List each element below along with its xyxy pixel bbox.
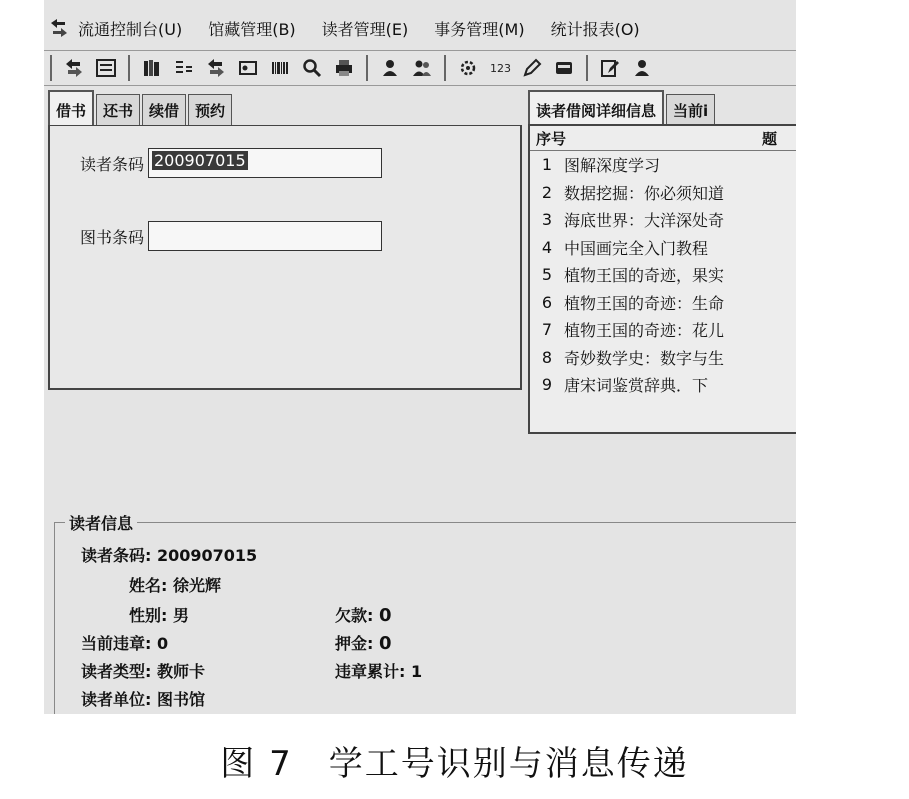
- reader-gender-value: 男: [172, 606, 189, 625]
- settings-icon[interactable]: [456, 56, 480, 80]
- reader-info-group: [54, 514, 796, 714]
- reader-total-violation-value: 1: [410, 662, 423, 681]
- list-item-title: 植物王国的奇迹：花儿: [564, 321, 725, 341]
- id-card-icon[interactable]: [236, 56, 260, 80]
- menu-reader[interactable]: 读者管理(E): [321, 19, 409, 39]
- reader-info-legend: 读者信息: [65, 511, 137, 534]
- menu-bar: [44, 12, 796, 44]
- borrow-detail-panel: [528, 90, 796, 436]
- list-item-title: 奇妙数学史：数字与生: [564, 348, 725, 368]
- reader-deposit-value: 0: [378, 633, 392, 654]
- list-item[interactable]: [530, 234, 796, 262]
- book-barcode-input[interactable]: [148, 221, 382, 251]
- reader-barcode-row: [50, 148, 382, 178]
- tab-borrow-detail[interactable]: 读者借阅详细信息: [528, 90, 664, 128]
- reader-unit-info: [81, 687, 205, 710]
- list-item[interactable]: [530, 151, 796, 179]
- reader-total-violation-label: 违章累计:: [335, 662, 406, 681]
- reader-unit-value: 图书馆: [156, 690, 205, 709]
- list-item-no: 4: [541, 237, 553, 257]
- borrow-list-box: [528, 124, 796, 434]
- borrow-tab-body: [48, 125, 522, 390]
- toolbar-separator: [444, 55, 446, 81]
- book-barcode-row: [50, 221, 382, 251]
- list-item-no: 9: [541, 375, 553, 395]
- reader-gender-info: [129, 603, 189, 626]
- list-item[interactable]: [530, 179, 796, 207]
- circulation-panel: [48, 90, 520, 390]
- list-item-title: 海底世界：大洋深处奇: [564, 211, 725, 231]
- list-item-title: 中国画完全入门教程: [564, 238, 709, 258]
- tab-renew[interactable]: 续借: [142, 94, 186, 125]
- pencil-icon[interactable]: [520, 56, 544, 80]
- reader-debt-info: [335, 603, 392, 626]
- col-header-title[interactable]: 题: [762, 129, 778, 148]
- reader-unit-label: 读者单位:: [81, 690, 152, 709]
- menu-collection[interactable]: 馆藏管理(B): [208, 19, 296, 39]
- reader-deposit-label: 押金:: [335, 634, 374, 653]
- reader-barcode-info-value: 200907015: [156, 546, 258, 565]
- number-icon[interactable]: [488, 56, 512, 80]
- reader-type-info: [81, 659, 205, 682]
- toolbar-separator: [128, 55, 130, 81]
- list-item-title: 数据挖掘：你必须知道: [564, 183, 725, 203]
- menu-affairs[interactable]: 事务管理(M): [434, 19, 525, 39]
- reader-name-label: 姓名:: [129, 576, 168, 595]
- list-item-title: 唐宋词鉴赏辞典．下: [564, 376, 709, 396]
- list-item-no: 3: [541, 210, 553, 230]
- toolbar-separator: [366, 55, 368, 81]
- list-header: [530, 126, 796, 151]
- list-icon[interactable]: [94, 56, 118, 80]
- reader-barcode-info-label: 读者条码:: [81, 546, 152, 565]
- detail-tabs: [528, 90, 717, 126]
- reader-barcode-label: 读者条码: [79, 154, 144, 174]
- reader-type-value: 教师卡: [156, 662, 205, 681]
- list-item[interactable]: [530, 371, 796, 399]
- circulation-tabs: [48, 90, 234, 126]
- menu-reports[interactable]: 统计报表(O): [550, 19, 640, 39]
- book-barcode-label: 图书条码: [79, 227, 144, 247]
- list-item-no: 8: [541, 347, 553, 367]
- borrow-list: [530, 151, 796, 399]
- tab-current[interactable]: 当前i: [666, 94, 715, 125]
- menu-circulation[interactable]: 流通控制台(U): [78, 19, 183, 39]
- toolbar-separator: [586, 55, 588, 81]
- circulation-icon: [48, 17, 70, 39]
- reader-type-label: 读者类型:: [81, 662, 152, 681]
- search-icon[interactable]: [300, 56, 324, 80]
- reader-violation-info: [81, 631, 168, 654]
- card-icon[interactable]: [552, 56, 576, 80]
- print-icon[interactable]: [332, 56, 356, 80]
- list-item-title: 植物王国的奇迹，果实: [564, 266, 725, 286]
- list-item-no: 1: [541, 155, 553, 175]
- list-item[interactable]: [530, 289, 796, 317]
- list-item-no: 2: [541, 182, 553, 202]
- reader-violation-label: 当前违章:: [81, 634, 152, 653]
- application-window: [44, 0, 796, 714]
- edit-icon[interactable]: [598, 56, 622, 80]
- list-item-title: 图解深度学习: [564, 156, 661, 176]
- reader-barcode-input[interactable]: [148, 148, 382, 178]
- toolbar-separator: [50, 55, 52, 81]
- list-item-no: 7: [541, 320, 553, 340]
- reader-deposit-info: [335, 631, 392, 654]
- circulation-icon[interactable]: [62, 56, 86, 80]
- reader-multi-icon[interactable]: [410, 56, 434, 80]
- reader-name-info: [129, 573, 221, 596]
- toolbar: [44, 50, 796, 86]
- reader-gender-label: 性别:: [129, 606, 168, 625]
- tab-reserve[interactable]: 预约: [188, 94, 232, 125]
- barcode-icon[interactable]: [172, 56, 196, 80]
- reader-icon[interactable]: [378, 56, 402, 80]
- col-header-no[interactable]: 序号: [536, 129, 567, 148]
- tab-return[interactable]: 还书: [96, 94, 140, 125]
- svg-text:123: 123: [490, 62, 511, 75]
- list-item-title: 植物王国的奇迹：生命: [564, 293, 725, 313]
- list-item[interactable]: [530, 261, 796, 289]
- circulation-icon[interactable]: [204, 56, 228, 80]
- tab-borrow[interactable]: 借书: [48, 90, 94, 128]
- list-item[interactable]: [530, 316, 796, 344]
- reader-name-value: 徐光辉: [172, 576, 221, 595]
- list-item-no: 6: [541, 292, 553, 312]
- figure-caption: 图 7 学工号识别与消息传递: [220, 744, 689, 784]
- reader-icon[interactable]: [630, 56, 654, 80]
- list-item[interactable]: [530, 344, 796, 372]
- books-icon[interactable]: [140, 56, 164, 80]
- barcode-scan-icon[interactable]: [268, 56, 292, 80]
- reader-debt-value: 0: [378, 605, 392, 626]
- list-item[interactable]: [530, 206, 796, 234]
- reader-barcode-value: 200907015: [154, 151, 246, 170]
- list-item-no: 5: [541, 265, 553, 285]
- reader-barcode-info: [81, 543, 257, 566]
- reader-debt-label: 欠款:: [335, 606, 374, 625]
- reader-violation-value: 0: [156, 634, 169, 653]
- reader-total-violation-info: [335, 659, 422, 682]
